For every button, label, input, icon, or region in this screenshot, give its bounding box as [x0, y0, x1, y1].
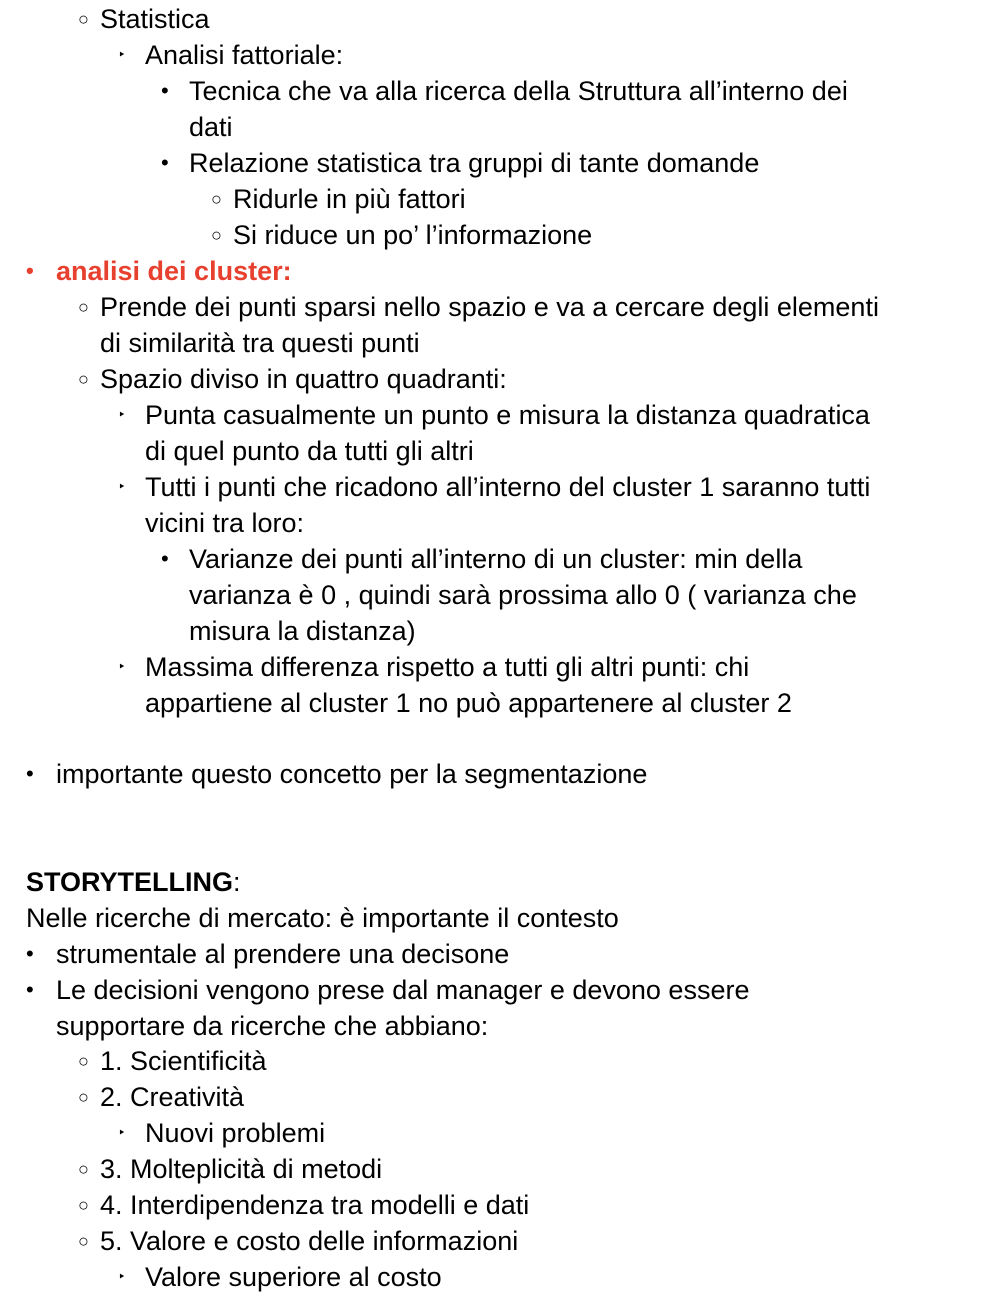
- circle-bullet-icon: ○: [78, 297, 89, 317]
- list-item-text: 3. Molteplicità di metodi: [100, 1154, 383, 1184]
- list-item-text: Massima differenza rispetto a tutti gli altri punti: chi: [145, 652, 750, 682]
- list-item-text: importante questo concetto per la segmentazione: [56, 759, 648, 789]
- list-item-text: Varianze dei punti all’interno di un cluster: min della: [189, 544, 803, 574]
- list-item-text: Nuovi problemi: [145, 1118, 326, 1148]
- list-item-text: Ridurle in più fattori: [233, 184, 466, 214]
- list-item-text: di similarità tra questi punti: [100, 328, 420, 358]
- dot-bullet-icon: •: [26, 977, 34, 1002]
- list-item-text: 1. Scientificità: [100, 1046, 267, 1076]
- circle-bullet-icon: ○: [78, 9, 89, 29]
- list-item-text: Prende dei punti sparsi nello spazio e va a cercare degli elementi: [100, 292, 879, 322]
- dot-bullet-icon: •: [26, 761, 34, 786]
- circle-bullet-icon: ○: [211, 225, 222, 245]
- circle-bullet-icon: ○: [211, 189, 222, 209]
- circle-bullet-icon: ○: [78, 1159, 89, 1179]
- dot-bullet-icon: •: [161, 546, 169, 571]
- paragraph-text: Nelle ricerche di mercato: è importante il contesto: [26, 903, 619, 933]
- list-item-text: 5. Valore e costo delle informazioni: [100, 1226, 519, 1256]
- list-item-text: 2. Creatività: [100, 1082, 245, 1112]
- list-item-text: appartiene al cluster 1 no può appartenere al cluster 2: [145, 688, 792, 718]
- dot-bullet-icon: •: [161, 78, 169, 103]
- list-item-text: vicini tra loro:: [145, 508, 305, 538]
- list-item-text: Spazio diviso in quattro quadranti:: [100, 364, 507, 394]
- dot-bullet-icon: •: [161, 150, 169, 175]
- list-item-text: Si riduce un po’ l’informazione: [233, 220, 593, 250]
- triangle-bullet-icon: ‣: [118, 1269, 126, 1284]
- circle-bullet-icon: ○: [78, 1087, 89, 1107]
- triangle-bullet-icon: ‣: [118, 479, 126, 494]
- list-item-text: dati: [189, 112, 233, 142]
- section-title: [26, 864, 241, 900]
- list-item-text: Le decisioni vengono prese dal manager e devono essere: [56, 975, 750, 1005]
- section-title-colon: :: [233, 867, 241, 897]
- section-heading: analisi dei cluster:: [56, 256, 292, 286]
- triangle-bullet-icon: ‣: [118, 47, 126, 62]
- triangle-bullet-icon: ‣: [118, 1125, 126, 1140]
- section-title-text: STORYTELLING: [26, 867, 234, 897]
- list-item-text: supportare da ricerche che abbiano:: [56, 1011, 489, 1041]
- list-item-text: varianza è 0 , quindi sarà prossima allo 0 ( varianza che: [189, 580, 857, 610]
- triangle-bullet-icon: ‣: [118, 407, 126, 422]
- list-item-text: Statistica: [100, 4, 210, 34]
- dot-bullet-icon: •: [26, 941, 34, 966]
- list-item-text: Punta casualmente un punto e misura la distanza quadratica: [145, 400, 870, 430]
- dot-bullet-icon: •: [26, 258, 34, 283]
- list-item-text: 4. Interdipendenza tra modelli e dati: [100, 1190, 530, 1220]
- triangle-bullet-icon: ‣: [118, 659, 126, 674]
- circle-bullet-icon: ○: [78, 369, 89, 389]
- list-item-text: Tecnica che va alla ricerca della Struttura all’interno dei: [189, 76, 848, 106]
- list-item-text: Tutti i punti che ricadono all’interno del cluster 1 saranno tutti: [145, 472, 871, 502]
- list-item-text: strumentale al prendere una decisone: [56, 939, 510, 969]
- circle-bullet-icon: ○: [78, 1195, 89, 1215]
- circle-bullet-icon: ○: [78, 1231, 89, 1251]
- list-item-text: Valore superiore al costo: [145, 1262, 442, 1292]
- list-item-text: misura la distanza): [189, 616, 416, 646]
- list-item-text: Analisi fattoriale:: [145, 40, 344, 70]
- list-item-text: Relazione statistica tra gruppi di tante domande: [189, 148, 760, 178]
- list-item-text: di quel punto da tutti gli altri: [145, 436, 474, 466]
- circle-bullet-icon: ○: [78, 1051, 89, 1071]
